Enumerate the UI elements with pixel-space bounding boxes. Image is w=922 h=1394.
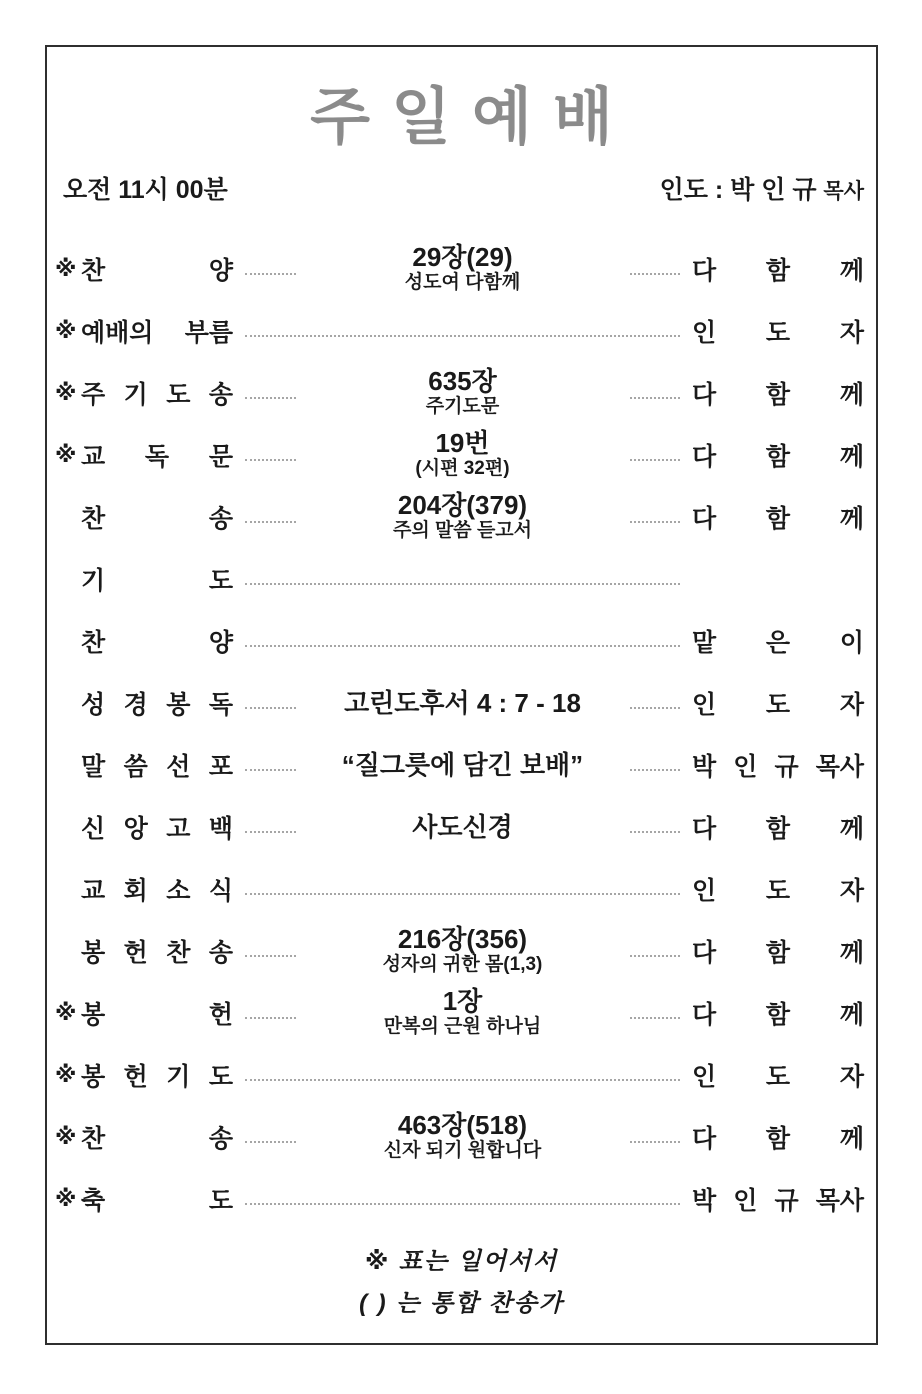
performer: 다 함 께 [692,443,864,472]
leader-dots-left [245,893,680,895]
standing-marker: ※ [55,256,77,282]
row-middle [233,689,692,718]
detail-sub: 성도여 다함께 [404,272,521,294]
detail-main: 216장(356) [397,923,528,954]
detail-main: 19번 [435,427,490,458]
leader-dots-right [630,397,681,399]
bulletin-title: 주일예배 [310,83,634,152]
service-item-label: 찬 송 [81,505,233,534]
standing-marker: ※ [55,380,77,406]
service-row [47,672,876,734]
detail-main: 204장(379) [397,489,528,520]
service-item-detail [308,243,618,296]
leader-dots-left [245,397,296,399]
performer: 다 함 께 [692,1125,864,1154]
service-item-label: 교 회 소 식 [81,877,233,906]
standing-marker: ※ [55,1186,77,1212]
service-item-label: 기 도 [81,567,233,596]
leader-dots-right [630,273,681,275]
service-row [47,238,876,300]
leader-dots-left [245,645,680,647]
service-row [47,858,876,920]
row-middle [233,813,692,842]
service-item-label: 찬 송 [81,1125,233,1154]
standing-marker: ※ [55,1062,77,1088]
detail-main: 고린도후서 4 : 7 - 18 [344,688,581,719]
standing-marker: ※ [55,1000,77,1026]
leader-info [660,170,864,206]
detail-sub: 주의 말씀 듣고서 [392,520,533,542]
leader-dots-left [245,831,296,833]
leader-dots-left [245,769,296,771]
detail-main: 463장(518) [397,1109,528,1140]
leader-prefix: 인도 : [659,176,731,205]
service-item-label: 봉 헌 [81,1001,233,1030]
performer: 인 도 자 [692,691,864,720]
performer: 다 함 께 [692,257,864,286]
detail-sub: 만복의 근원 하나님 [383,1016,542,1038]
service-item-detail [308,925,618,978]
row-middle [233,243,692,296]
detail-main: 635장 [428,365,497,396]
row-middle [233,987,692,1040]
leader-name: 박 인 규 [730,176,824,205]
standing-marker: ※ [55,1124,77,1150]
leader-dots-right [630,769,681,771]
service-row [47,1168,876,1230]
performer: 다 함 께 [692,815,864,844]
performer: 박 인 규 목사 [692,1187,864,1216]
performer: 다 함 께 [692,1001,864,1030]
leader-dots-right [630,955,681,957]
footnotes [47,1246,876,1318]
performer: 맡 은 이 [692,629,864,658]
footnote-hymnal: ( ) 는 통합 찬송가 [359,1289,564,1317]
service-item-detail [308,1111,618,1164]
service-item-label: 봉 헌 기 도 [81,1063,233,1092]
service-item-detail [308,491,618,544]
bulletin-sheet [45,45,878,1345]
standing-marker: ※ [55,318,77,344]
service-row [47,1106,876,1168]
service-row [47,362,876,424]
detail-main: “질그릇에 담긴 보배” [341,750,584,781]
performer: 다 함 께 [692,505,864,534]
service-item-label: 교 독 문 [81,443,233,472]
performer: 다 함 께 [692,939,864,968]
leader-dots-left [245,273,296,275]
leader-dots-right [630,521,681,523]
leader-dots-left [245,1141,296,1143]
service-item-detail [308,689,618,718]
detail-sub: 신자 되기 원합니다 [383,1140,542,1162]
leader-title: 목사 [823,180,864,204]
row-middle [233,325,692,337]
row-middle [233,573,692,585]
service-row [47,920,876,982]
service-item-label: 찬 양 [81,629,233,658]
service-time: 오전 11시 00분 [63,176,228,205]
leader-dots-left [245,955,296,957]
service-row [47,982,876,1044]
service-row [47,486,876,548]
detail-sub: (시편 32편) [415,458,510,480]
leader-dots-left [245,707,296,709]
service-item-label: 신 앙 고 백 [81,815,233,844]
service-item-detail [308,987,618,1040]
detail-sub: 성자의 귀한 몸(1,3) [382,954,543,976]
performer: 인 도 자 [692,877,864,906]
leader-dots-left [245,459,296,461]
service-item-detail [308,429,618,482]
leader-dots-left [245,335,680,337]
leader-dots-left [245,583,680,585]
row-middle [233,925,692,978]
service-item-detail [308,813,618,842]
service-order [47,238,876,1230]
service-item-label: 말 씀 선 포 [81,753,233,782]
service-item-label: 축 도 [81,1187,233,1216]
row-middle [233,883,692,895]
leader-dots-left [245,521,296,523]
leader-dots-right [630,459,681,461]
row-middle [233,1193,692,1205]
detail-main: 1장 [442,985,483,1016]
row-middle [233,491,692,544]
detail-sub: 주기도문 [425,396,500,418]
service-row [47,1044,876,1106]
leader-dots-left [245,1017,296,1019]
service-item-label: 성 경 봉 독 [81,691,233,720]
leader-dots-right [630,707,681,709]
row-middle [233,1069,692,1081]
row-middle [233,367,692,420]
detail-main: 사도신경 [412,812,513,843]
service-row [47,796,876,858]
service-item-label: 찬 양 [81,257,233,286]
performer: 인 도 자 [692,319,864,348]
leader-dots-right [630,1141,681,1143]
detail-main: 29장(29) [412,241,513,272]
service-item-label: 주 기 도 송 [81,381,233,410]
leader-dots-left [245,1079,680,1081]
footnote-standing: ※ 표는 일어서서 [364,1248,559,1276]
row-middle [233,751,692,780]
leader-dots-right [630,831,681,833]
performer: 박 인 규 목사 [692,753,864,782]
service-item-label: 봉 헌 찬 송 [81,939,233,968]
service-row [47,548,876,610]
service-row [47,300,876,362]
row-middle [233,635,692,647]
service-row [47,424,876,486]
row-middle [233,429,692,482]
performer: 다 함 께 [692,381,864,410]
service-item-detail [308,751,618,780]
leader-dots-left [245,1203,680,1205]
standing-marker: ※ [55,442,77,468]
service-row [47,610,876,672]
service-item-detail [308,367,618,420]
bulletin-header [63,170,864,206]
performer: 인 도 자 [692,1063,864,1092]
leader-dots-right [630,1017,681,1019]
service-row [47,734,876,796]
row-middle [233,1111,692,1164]
service-item-label: 예배의 부름 [81,319,233,348]
